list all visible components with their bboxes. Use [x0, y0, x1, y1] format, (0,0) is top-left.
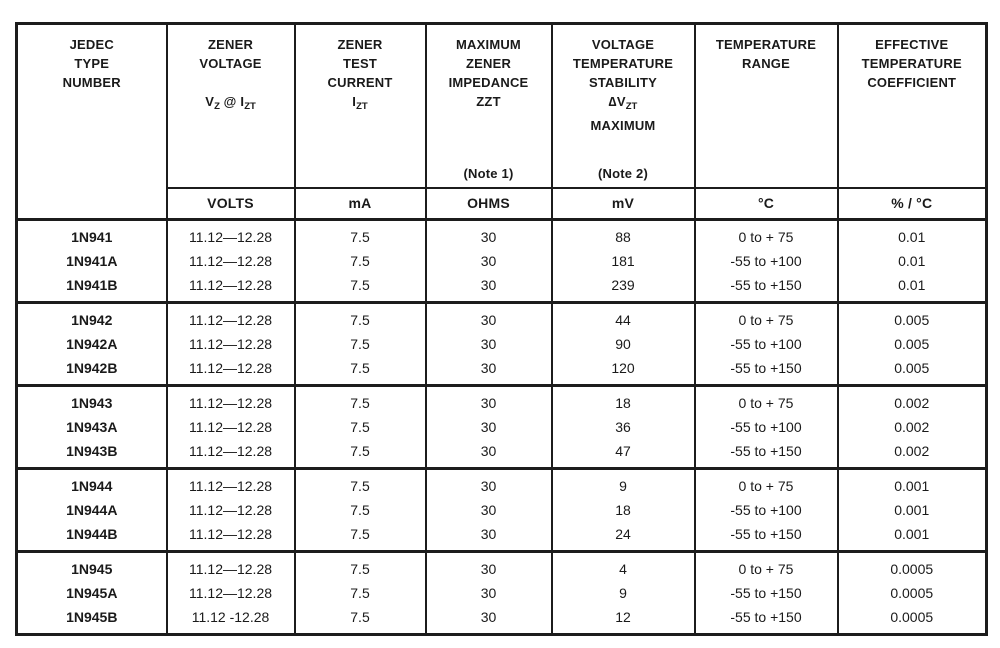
value-cell: 11.12—12.28 [167, 332, 295, 356]
type-number-cell: 1N943A [17, 415, 167, 439]
table-row [17, 552, 987, 582]
value-cell: 0.01 [838, 220, 987, 250]
value-cell: 30 [426, 356, 552, 386]
value-cell: 7.5 [295, 249, 426, 273]
value-cell: 11.12—12.28 [167, 522, 295, 552]
value-cell: 0.005 [838, 303, 987, 333]
type-number-cell: 1N941 [17, 220, 167, 250]
value-cell: -55 to +150 [695, 605, 838, 635]
header-zener-voltage: ZENER VOLTAGE $V_Z$ @ $I_{ZT}$ [167, 24, 295, 189]
table-row [17, 605, 987, 635]
unit-max-zener-impedance: OHMS [426, 188, 552, 220]
value-cell: 0.002 [838, 386, 987, 416]
value-cell: 0.0005 [838, 581, 987, 605]
value-cell: 11.12—12.28 [167, 356, 295, 386]
device-group-4 [17, 469, 987, 552]
table-row [17, 581, 987, 605]
value-cell: 7.5 [295, 332, 426, 356]
value-cell: 9 [552, 581, 695, 605]
value-cell: 0 to + 75 [695, 469, 838, 499]
value-cell: 0.01 [838, 273, 987, 303]
value-cell: 0 to + 75 [695, 386, 838, 416]
value-cell: -55 to +100 [695, 332, 838, 356]
value-cell: 7.5 [295, 439, 426, 469]
value-cell: 0.005 [838, 332, 987, 356]
value-cell: 11.12—12.28 [167, 386, 295, 416]
type-number-cell: 1N944A [17, 498, 167, 522]
value-cell: 239 [552, 273, 695, 303]
value-cell: 18 [552, 386, 695, 416]
value-cell: 0 to + 75 [695, 303, 838, 333]
value-cell: 30 [426, 605, 552, 635]
header-jedec-type-number: JEDEC TYPE NUMBER [17, 24, 167, 220]
value-cell: 7.5 [295, 303, 426, 333]
value-cell: 11.12—12.28 [167, 273, 295, 303]
table-row [17, 356, 987, 386]
value-cell: 0.001 [838, 469, 987, 499]
value-cell: 7.5 [295, 522, 426, 552]
zener-spec-table [15, 22, 988, 636]
value-cell: 30 [426, 220, 552, 250]
value-cell: 0.0005 [838, 605, 987, 635]
table-row [17, 332, 987, 356]
value-cell: 11.12—12.28 [167, 552, 295, 582]
value-cell: 0.0005 [838, 552, 987, 582]
value-cell: 0.01 [838, 249, 987, 273]
value-cell: 181 [552, 249, 695, 273]
table-row [17, 498, 987, 522]
table-row [17, 249, 987, 273]
value-cell: 0.002 [838, 439, 987, 469]
unit-voltage-temp-stability: mV [552, 188, 695, 220]
value-cell: 7.5 [295, 356, 426, 386]
table-row [17, 469, 987, 499]
header-zener-test-current: ZENER TEST CURRENT $I_{ZT}$ [295, 24, 426, 189]
header-effective-temp-coefficient: EFFECTIVE TEMPERATURE COEFFICIENT [838, 24, 987, 189]
unit-zener-voltage: VOLTS [167, 188, 295, 220]
header-voltage-temp-stability: VOLTAGE TEMPERATURE STABILITY $\Delta V_{ZT}$ MAXIMUM (Note 2) [552, 24, 695, 189]
device-group-1 [17, 220, 987, 303]
value-cell: 30 [426, 522, 552, 552]
value-cell: 11.12—12.28 [167, 249, 295, 273]
value-cell: -55 to +150 [695, 581, 838, 605]
value-cell: 11.12 -12.28 [167, 605, 295, 635]
header-max-zener-impedance: MAXIMUM ZENER IMPEDANCE ZZT (Note 1) [426, 24, 552, 189]
value-cell: 7.5 [295, 605, 426, 635]
value-cell: -55 to +100 [695, 498, 838, 522]
value-cell: 0.005 [838, 356, 987, 386]
value-cell: 11.12—12.28 [167, 303, 295, 333]
type-number-cell: 1N942B [17, 356, 167, 386]
type-number-cell: 1N944B [17, 522, 167, 552]
value-cell: 30 [426, 273, 552, 303]
value-cell: 30 [426, 439, 552, 469]
type-number-cell: 1N945A [17, 581, 167, 605]
unit-temperature-range: °C [695, 188, 838, 220]
value-cell: 36 [552, 415, 695, 439]
value-cell: 11.12—12.28 [167, 415, 295, 439]
device-group-5 [17, 552, 987, 635]
value-cell: 11.12—12.28 [167, 581, 295, 605]
table-row [17, 273, 987, 303]
table-row [17, 386, 987, 416]
value-cell: 7.5 [295, 220, 426, 250]
type-number-cell: 1N944 [17, 469, 167, 499]
value-cell: 30 [426, 498, 552, 522]
value-cell: 30 [426, 552, 552, 582]
value-cell: -55 to +150 [695, 439, 838, 469]
type-number-cell: 1N941B [17, 273, 167, 303]
value-cell: 30 [426, 249, 552, 273]
table-row [17, 220, 987, 250]
value-cell: 90 [552, 332, 695, 356]
value-cell: 30 [426, 415, 552, 439]
value-cell: 30 [426, 303, 552, 333]
value-cell: 30 [426, 386, 552, 416]
value-cell: 0 to + 75 [695, 220, 838, 250]
value-cell: 0 to + 75 [695, 552, 838, 582]
value-cell: 30 [426, 581, 552, 605]
value-cell: 7.5 [295, 581, 426, 605]
value-cell: 11.12—12.28 [167, 439, 295, 469]
value-cell: 9 [552, 469, 695, 499]
device-group-2 [17, 303, 987, 386]
value-cell: 0.001 [838, 498, 987, 522]
value-cell: 4 [552, 552, 695, 582]
table-row [17, 522, 987, 552]
header-note: (Note 1) [463, 166, 514, 181]
value-cell: 88 [552, 220, 695, 250]
value-cell: -55 to +150 [695, 356, 838, 386]
value-cell: 7.5 [295, 552, 426, 582]
value-cell: 120 [552, 356, 695, 386]
type-number-cell: 1N942 [17, 303, 167, 333]
value-cell: 7.5 [295, 386, 426, 416]
value-cell: 30 [426, 469, 552, 499]
type-number-cell: 1N941A [17, 249, 167, 273]
value-cell: -55 to +100 [695, 415, 838, 439]
type-number-cell: 1N943B [17, 439, 167, 469]
value-cell: 30 [426, 332, 552, 356]
table-row [17, 439, 987, 469]
value-cell: 7.5 [295, 498, 426, 522]
value-cell: 0.002 [838, 415, 987, 439]
value-cell: 7.5 [295, 273, 426, 303]
table-header [17, 24, 987, 220]
device-group-3 [17, 386, 987, 469]
type-number-cell: 1N945 [17, 552, 167, 582]
value-cell: -55 to +100 [695, 249, 838, 273]
type-number-cell: 1N945B [17, 605, 167, 635]
value-cell: 0.001 [838, 522, 987, 552]
type-number-cell: 1N942A [17, 332, 167, 356]
unit-effective-temp-coefficient: % / °C [838, 188, 987, 220]
value-cell: 7.5 [295, 415, 426, 439]
header-temperature-range: TEMPERATURE RANGE [695, 24, 838, 189]
table-row [17, 415, 987, 439]
table-row [17, 303, 987, 333]
value-cell: 18 [552, 498, 695, 522]
header-note: (Note 2) [598, 166, 648, 181]
value-cell: -55 to +150 [695, 273, 838, 303]
value-cell: 24 [552, 522, 695, 552]
type-number-cell: 1N943 [17, 386, 167, 416]
value-cell: 11.12—12.28 [167, 469, 295, 499]
value-cell: 7.5 [295, 469, 426, 499]
unit-zener-test-current: mA [295, 188, 426, 220]
value-cell: 11.12—12.28 [167, 220, 295, 250]
value-cell: 44 [552, 303, 695, 333]
value-cell: 11.12—12.28 [167, 498, 295, 522]
value-cell: 47 [552, 439, 695, 469]
value-cell: 12 [552, 605, 695, 635]
value-cell: -55 to +150 [695, 522, 838, 552]
